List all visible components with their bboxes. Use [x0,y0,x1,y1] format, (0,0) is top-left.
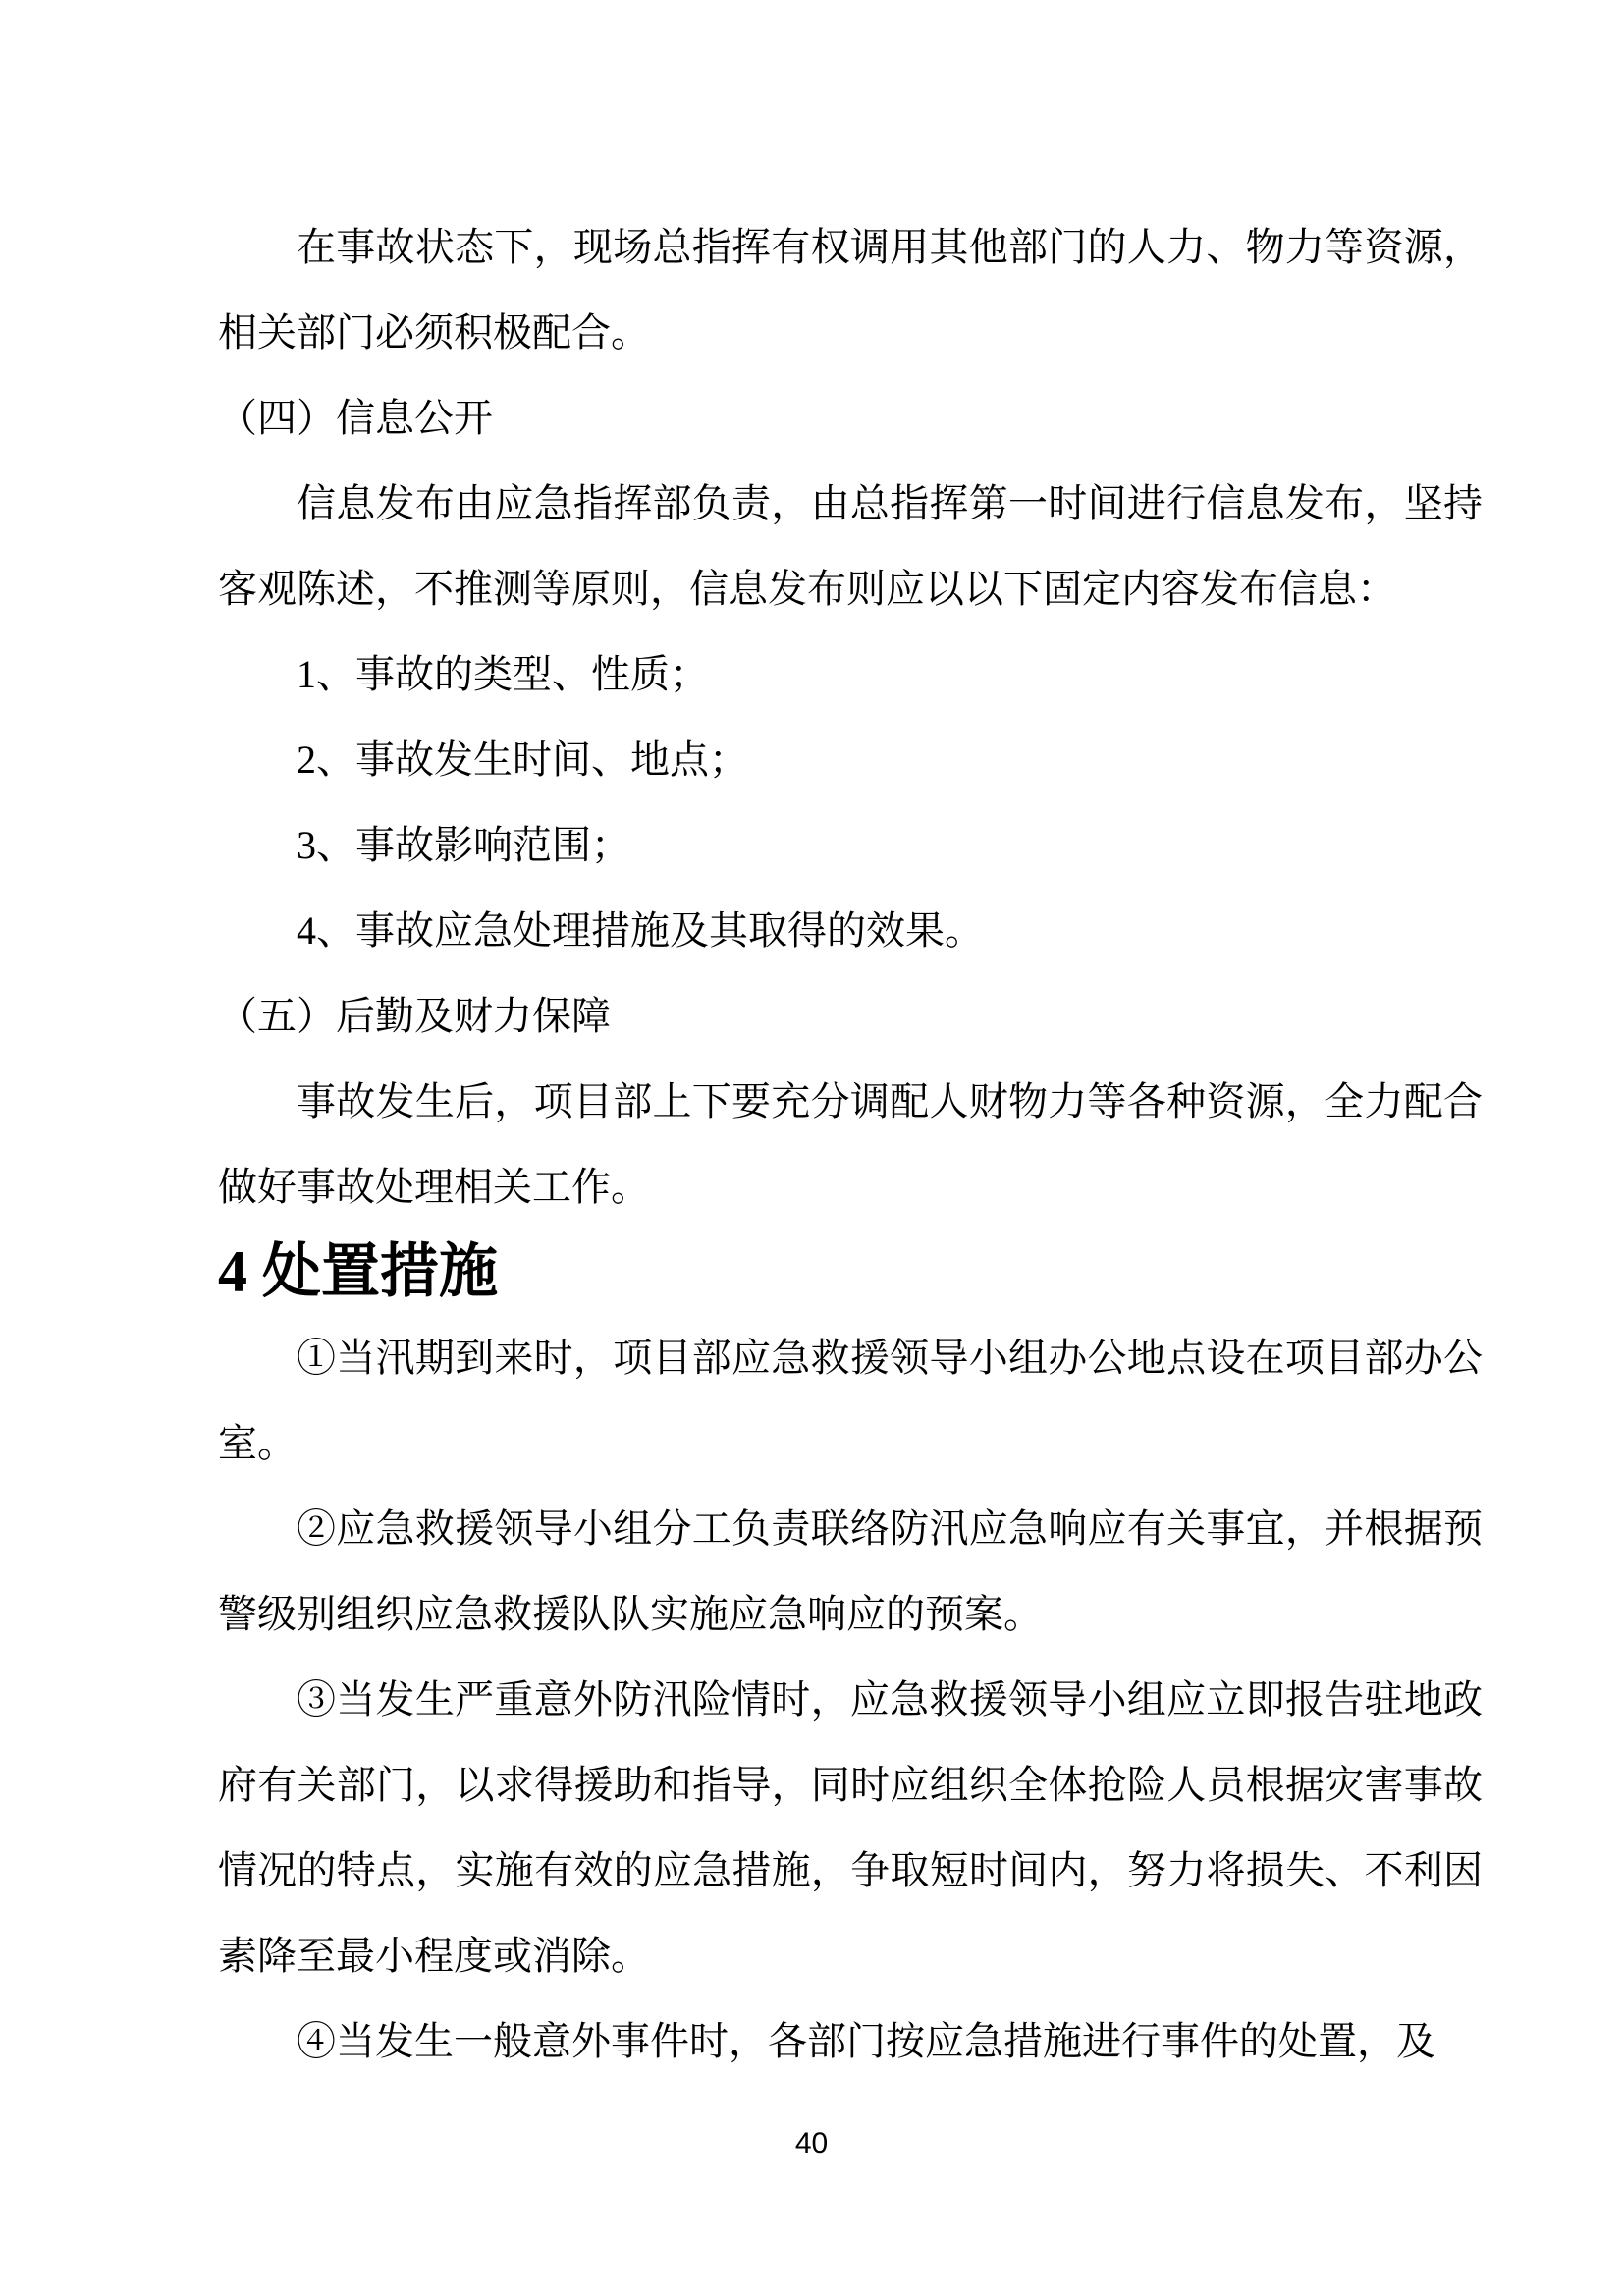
paragraph-resource-coordination: 在事故状态下，现场总指挥有权调用其他部门的人力、物力等资源，相关部门必须积极配合。 [218,225,1483,355]
paragraph-flood-season-office: ①当汛期到来时，项目部应急救援领导小组办公地点设在项目部办公室。 [218,1336,1483,1465]
paragraph-info-release: 信息发布由应急指挥部负责，由总指挥第一时间进行信息发布，坚持客观陈述，不推测等原则，信息发布则应以以下固定内容发布信息： [218,481,1483,611]
list-item-accident-type: 1、事故的类型、性质； [297,652,709,696]
subheading-logistics-finance: （五）后勤及财力保障 [218,994,611,1038]
page-content [218,204,1483,2084]
page-number: 40 [794,2127,829,2159]
list-item-accident-time-place: 2、事故发生时间、地点； [297,738,748,782]
list-item-accident-scope: 3、事故影响范围； [297,823,630,867]
section-heading-disposal-measures: 4 处置措施 [218,1239,498,1304]
paragraph-general-incident: ④当发生一般意外事件时，各部门按应急措施进行事件的处置，及 [297,2019,1435,2063]
list-item-accident-measures: 4、事故应急处理措施及其取得的效果。 [297,908,984,953]
paragraph-post-accident: 事故发生后，项目部上下要充分调配人财物力等各种资源，全力配合做好事故处理相关工作。 [218,1079,1483,1209]
subheading-info-disclosure: （四）信息公开 [218,396,493,440]
paragraph-leading-group-duties: ②应急救援领导小组分工负责联络防汛应急响应有关事宜，并根据预警级别组织应急救援队队实施应急响应的预案。 [218,1506,1483,1636]
paragraph-severe-flood-danger: ③当发生严重意外防汛险情时，应急救援领导小组应立即报告驻地政府有关部门，以求得援助和指导，同时应组织全体抢险人员根据灾害事故情况的特点，实施有效的应急措施，争取短时间内，努力将损失、不利因素降至最小程度或消除。 [218,1677,1483,1978]
